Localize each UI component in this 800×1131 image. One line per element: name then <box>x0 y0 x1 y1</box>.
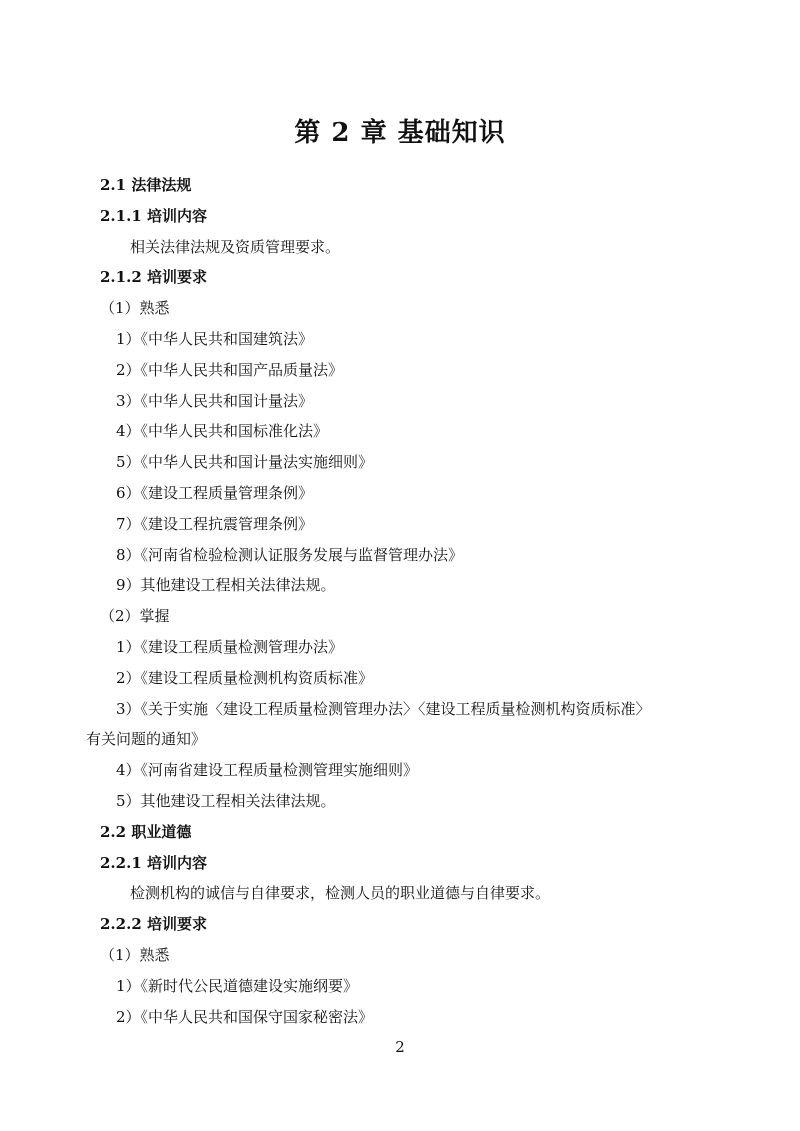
list-group-label: （2）掌握 <box>100 607 170 626</box>
paragraph: 相关法律法规及资质管理要求。 <box>130 237 341 256</box>
list-item: 6）《建设工程质量管理条例》 <box>116 483 314 502</box>
list-item: 1）《建设工程质量检测管理办法》 <box>116 637 344 656</box>
list-item: 8）《河南省检验检测认证服务发展与监督管理办法》 <box>116 545 464 564</box>
list-item: 5）《中华人民共和国计量法实施细则》 <box>116 453 374 472</box>
document-body <box>86 170 710 1032</box>
chapter-title: 第 2 章 基础知识 <box>294 118 506 148</box>
list-item: 9）其他建设工程相关法律法规。 <box>116 576 336 595</box>
list-item: 1）《新时代公民道德建设实施纲要》 <box>116 976 359 995</box>
section-heading: 2.2.1 培训内容 <box>100 853 207 872</box>
list-item: 1）《中华人民共和国建筑法》 <box>116 329 314 348</box>
list-group-label: （1）熟悉 <box>100 299 170 318</box>
list-group-label: （1）熟悉 <box>100 945 170 964</box>
paragraph: 检测机构的诚信与自律要求，检测人员的职业道德与自律要求。 <box>130 884 551 903</box>
list-item: 2）《中华人民共和国保守国家秘密法》 <box>116 1007 374 1026</box>
list-item: 4）《中华人民共和国标准化法》 <box>116 422 329 441</box>
list-item: 3）《中华人民共和国计量法》 <box>116 391 314 410</box>
list-item: 3）《关于实施〈建设工程质量检测管理办法〉〈建设工程质量检测机构资质标准〉 <box>116 699 651 718</box>
list-item: 2）《中华人民共和国产品质量法》 <box>116 360 344 379</box>
list-item-continuation: 有关问题的通知》 <box>86 730 207 749</box>
page-number: 2 <box>395 1038 405 1056</box>
list-item: 2）《建设工程质量检测机构资质标准》 <box>116 668 374 687</box>
list-item: 4）《河南省建设工程质量检测管理实施细则》 <box>116 761 419 780</box>
section-heading: 2.2 职业道德 <box>100 822 192 841</box>
section-heading: 2.2.2 培训要求 <box>100 915 207 934</box>
list-item: 7）《建设工程抗震管理条例》 <box>116 514 314 533</box>
list-item: 5）其他建设工程相关法律法规。 <box>116 791 336 810</box>
section-heading: 2.1.2 培训要求 <box>100 268 207 287</box>
section-heading: 2.1 法律法规 <box>100 176 192 194</box>
section-heading: 2.1.1 培训内容 <box>100 206 207 225</box>
